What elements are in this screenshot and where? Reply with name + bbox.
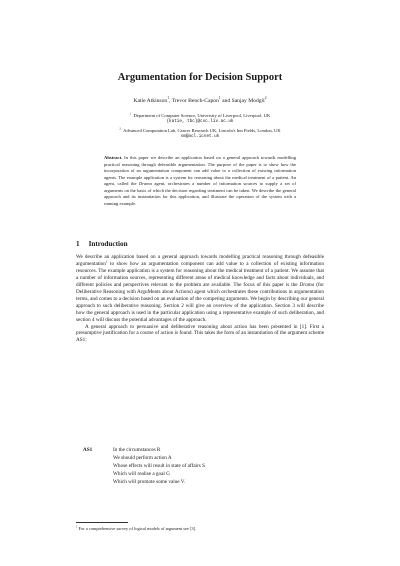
footnote-text: For a comprehensive survey of logical models of argument see [3]. (78, 526, 197, 531)
author-affiliation-mark: 1 (218, 96, 221, 101)
abstract-emphasis: Drama (138, 181, 152, 186)
abstract-text: In this paper we describe an application based on a general approach towards modelling practical reasoning through defeasible argumentation. The purpose of the paper is to show how the incorporation of an argumentation component can add value to a collection of existing information agents. The example application is a system for reasoning about the medical treatment of a patient. An agent, called the (104, 155, 296, 186)
affiliation-text: Department of Computer Science, University of Liverpool, Liverpool, UK (133, 113, 271, 118)
footnote (76, 526, 196, 531)
author-affiliation-mark: 2 (264, 96, 267, 101)
scheme-line: We should perform action A (113, 455, 172, 461)
author-name: and Sanjay Modgil (220, 98, 265, 104)
scheme-line: Which will realise a goal G (113, 471, 170, 477)
author-name: Katie Atkinson (133, 98, 168, 104)
abstract-text: agent, orchestrates a number of information sources to supply a set of arguments on the basis of which the decision regarding treatment can be taken. We describe the general approach and its instantiation for this application, and illustrate the operation of the system with a running example. (104, 181, 296, 206)
scheme-line: Whose effects will result in state of affairs S (113, 463, 206, 469)
affiliation-2 (0, 128, 400, 140)
argument-scheme-label (83, 447, 92, 454)
scheme-label: AS1 (83, 447, 93, 453)
scheme-line: Which will promote some value V. (113, 479, 186, 485)
author-name: , Trevor Bench-Capon (169, 98, 219, 104)
affiliation-mark: 1 (129, 111, 132, 116)
paper-title: Argumentation for Decision Support (117, 72, 283, 83)
body-text (76, 254, 324, 344)
affiliation-email: {katie, tbc}@csc.liv.ac.uk (166, 119, 234, 125)
section-title: Introduction (88, 240, 128, 248)
paragraph-text: We describe an application based on a general approach towards modelling practical reasoning through defeasible argumentation (76, 254, 324, 267)
author-line (0, 98, 400, 104)
footnote-divider (76, 522, 128, 523)
abstract-label: Abstract. (104, 155, 123, 160)
abstract (104, 155, 296, 207)
section-heading (76, 240, 128, 248)
paragraph-text: to show how an argumentation component can add value to a collection of existing information resources. The example application is a system for reasoning about the medical treatment of a patient. We assume that a number of information sources, representing different areas of medical knowledge and facts about individuals, and different policies and perspectives relevant to the problem are available. The focus of this paper is the (76, 260, 324, 288)
paragraph-emphasis: Drama (299, 281, 315, 288)
author-affiliation-mark: 1 (167, 96, 170, 101)
scheme-line: In the circumstances R (113, 447, 161, 453)
paragraph: A general approach to persuasive and deliberative reasoning about action has been presented in [1]. First a presumptive justification for a course of action is found. This takes the form of an instantiation of the argument scheme AS1: (76, 323, 324, 344)
affiliation-text: Advanced Computation Lab, Cancer Research UK, Lincoln's Inn Fields, London, UK (123, 128, 281, 133)
section-number: 1 (76, 240, 80, 248)
affiliation-mark: 2 (119, 126, 121, 131)
paragraph-text: (for Deliberative Reasoning with ArguMents about Actions) agent which orchestrates these contributions in argumentation terms, and comes to a decision based on an evaluation of the competing arguments. We begin by describing our general approach to such deliberative reasoning. Section 2 will give an overview of the application. Section 3 will describe how the general approach is used in the particular application using a representative example of such deliberation, and section 4 will discuss the potential advantages of the approach. (76, 281, 324, 323)
footnote-mark: 1 (76, 524, 78, 529)
affiliation-1 (0, 113, 400, 125)
affiliation-email: sm@acl.icnet.uk (180, 134, 220, 140)
footnote-mark: 1 (105, 259, 108, 264)
paragraph (76, 254, 324, 324)
